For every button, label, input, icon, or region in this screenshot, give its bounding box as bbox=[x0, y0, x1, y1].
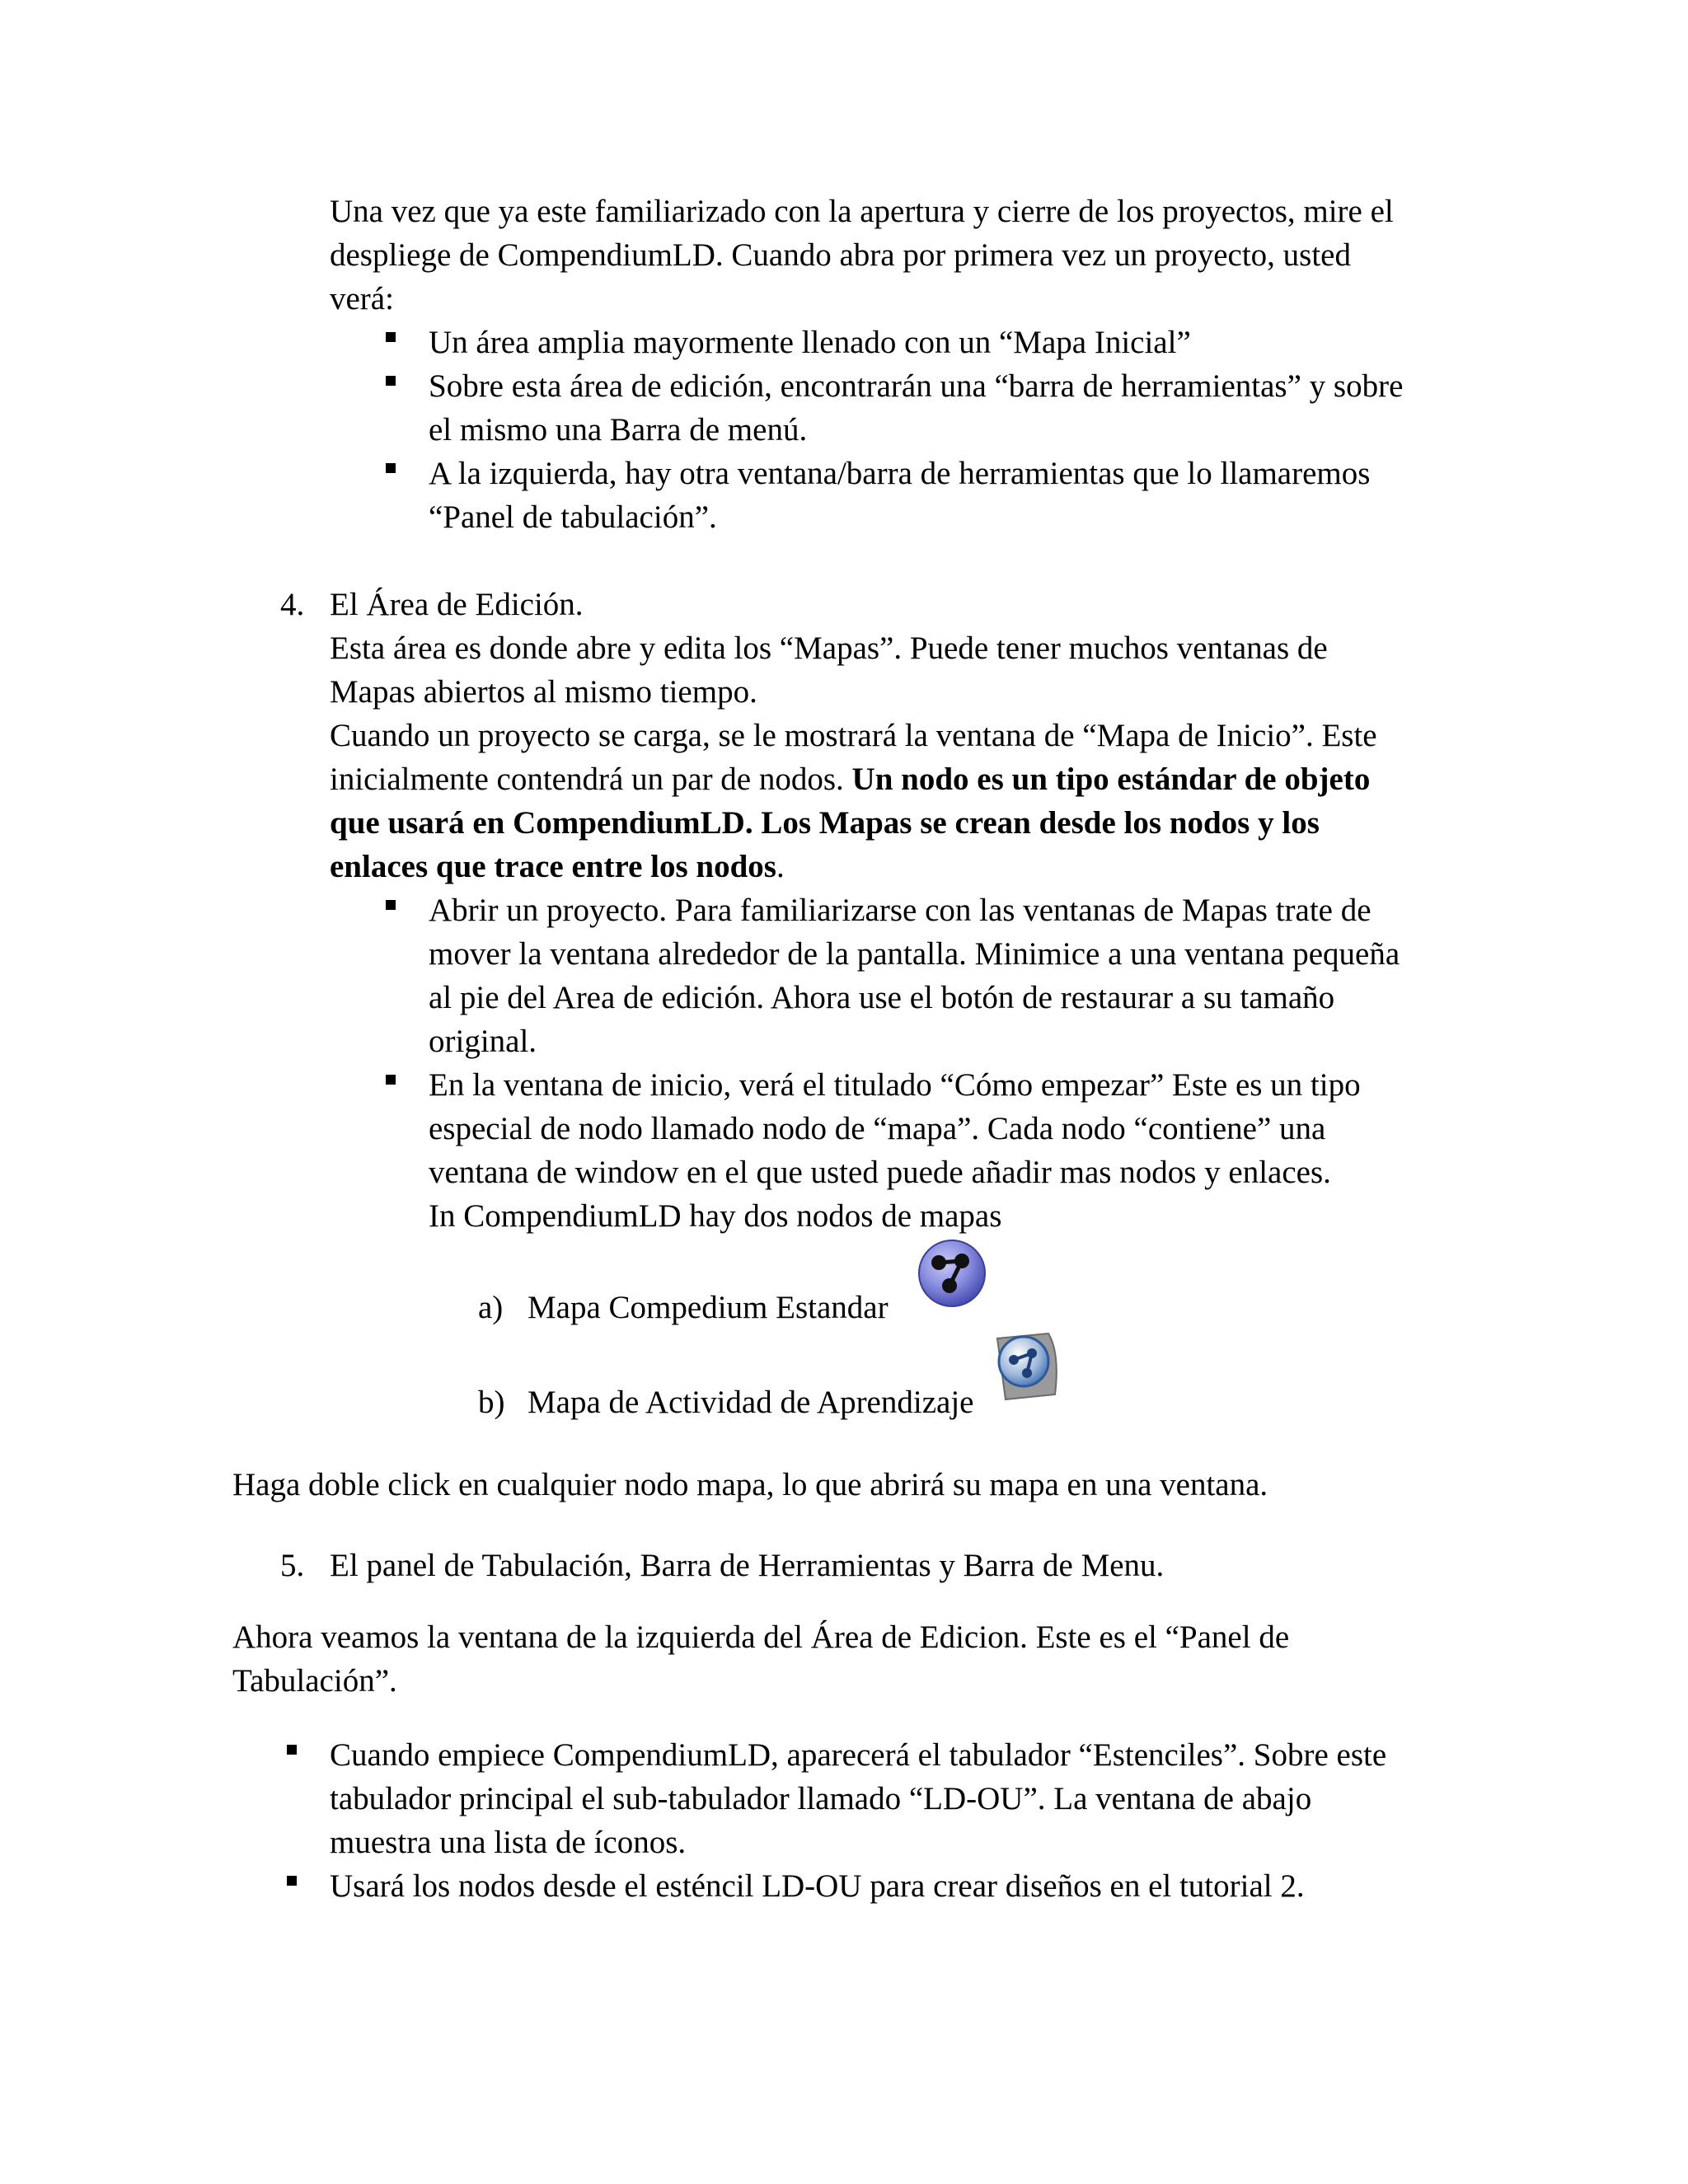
tab-panel-intro-line-1: Ahora veamos la ventana de la izquierda del Área de Edicion. Este es el “Panel de bbox=[232, 1619, 1290, 1655]
section-4-p1-line-2: Mapas abiertos al mismo tiempo. bbox=[330, 674, 757, 710]
bold-text: enlaces que trace entre los nodos bbox=[330, 849, 776, 884]
section-4-p2-line-4 bbox=[330, 845, 785, 888]
section-4-bullet-1-line-3: al pie del Area de edición. Ahora use el botón de restaurar a su tamaño bbox=[429, 980, 1335, 1015]
section-4-bullet-2-line-4: In CompendiumLD hay dos nodos de mapas bbox=[429, 1198, 1002, 1234]
double-click-note: Haga doble click en cualquier nodo mapa, lo que abrirá su mapa en una ventana. bbox=[232, 1467, 1268, 1502]
section-4-number: 4. bbox=[280, 587, 305, 622]
intro-line-2: despliege de CompendiumLD. Cuando abra por primera vez un proyecto, usted bbox=[330, 237, 1351, 273]
compendium-map-node-icon bbox=[917, 1238, 987, 1309]
intro-line-1: Una vez que ya este familiarizado con la apertura y cierre de los proyectos, mire el bbox=[330, 194, 1394, 229]
section-4-p2-line-2 bbox=[330, 757, 1370, 801]
map-type-marker-a: a) bbox=[478, 1290, 504, 1325]
plain-text: . bbox=[776, 849, 785, 884]
bullet-marker bbox=[386, 1075, 396, 1085]
map-type-marker-b: b) bbox=[478, 1385, 505, 1420]
intro-bullet-2-line-2: el mismo una Barra de menú. bbox=[429, 412, 808, 448]
section-4-bullet-1-line-2: mover la ventana alrededor de la pantalla. Minimice a una ventana pequeña bbox=[429, 936, 1400, 972]
bullet-marker bbox=[386, 900, 396, 910]
tab-panel-bullet-1-line-2: tabulador principal el sub-tabulador llamado “LD-OU”. La ventana de abajo bbox=[330, 1781, 1312, 1816]
tab-panel-bullet-2: Usará los nodos desde el esténcil LD-OU para crear diseños en el tutorial 2. bbox=[330, 1868, 1305, 1904]
section-4-p1-line-1: Esta área es donde abre y edita los “Mapas”. Puede tener muchos ventanas de bbox=[330, 630, 1328, 666]
section-4-bullet-2-line-3: ventana de window en el que usted puede añadir mas nodos y enlaces. bbox=[429, 1155, 1331, 1190]
bullet-marker bbox=[287, 1876, 297, 1886]
map-type-label-b: Mapa de Actividad de Aprendizaje bbox=[528, 1385, 974, 1420]
bullet-marker bbox=[287, 1745, 297, 1755]
map-type-label-a: Mapa Compedium Estandar bbox=[528, 1290, 889, 1325]
bullet-marker bbox=[386, 376, 396, 386]
section-5-heading: El panel de Tabulación, Barra de Herramientas y Barra de Menu. bbox=[330, 1548, 1165, 1583]
section-4-bullet-1-line-4: original. bbox=[429, 1024, 537, 1059]
learning-activity-map-node-icon bbox=[989, 1329, 1063, 1403]
section-4-bullet-1-line-1: Abrir un proyecto. Para familiarizarse con las ventanas de Mapas trate de bbox=[429, 893, 1372, 928]
tab-panel-intro-line-2: Tabulación”. bbox=[232, 1663, 397, 1699]
intro-line-3: verá: bbox=[330, 281, 394, 316]
intro-bullet-3-line-1: A la izquierda, hay otra ventana/barra de herramientas que lo llamaremos bbox=[429, 456, 1371, 491]
plain-text: inicialmente contendrá un par de nodos. bbox=[330, 762, 852, 797]
bullet-marker bbox=[386, 463, 396, 473]
section-4-heading: El Área de Edición. bbox=[330, 587, 584, 622]
tab-panel-bullet-1-line-3: muestra una lista de íconos. bbox=[330, 1825, 687, 1860]
intro-bullet-1: Un área amplia mayormente llenado con un “Mapa Inicial” bbox=[429, 325, 1191, 360]
section-4-p2-line-3 bbox=[330, 801, 1320, 845]
section-4-bullet-2-line-1: En la ventana de inicio, verá el titulado “Cómo empezar” Este es un tipo bbox=[429, 1067, 1361, 1103]
intro-bullet-3-line-2: “Panel de tabulación”. bbox=[429, 499, 717, 535]
tab-panel-bullet-1-line-1: Cuando empiece CompendiumLD, aparecerá el tabulador “Estenciles”. Sobre este bbox=[330, 1737, 1387, 1773]
intro-bullet-2-line-1: Sobre esta área de edición, encontrarán una “barra de herramientas” y sobre bbox=[429, 368, 1404, 404]
bold-text: Un nodo es un tipo estándar de objeto bbox=[851, 762, 1371, 797]
section-4-p2-line-1: Cuando un proyecto se carga, se le mostrará la ventana de “Mapa de Inicio”. Este bbox=[330, 718, 1377, 753]
section-4-bullet-2-line-2: especial de nodo llamado nodo de “mapa”. Cada nodo “contiene” una bbox=[429, 1111, 1326, 1146]
bold-text: que usará en CompendiumLD. Los Mapas se crean desde los nodos y los bbox=[330, 805, 1320, 841]
bullet-marker bbox=[386, 332, 396, 342]
section-5-number: 5. bbox=[280, 1548, 305, 1583]
